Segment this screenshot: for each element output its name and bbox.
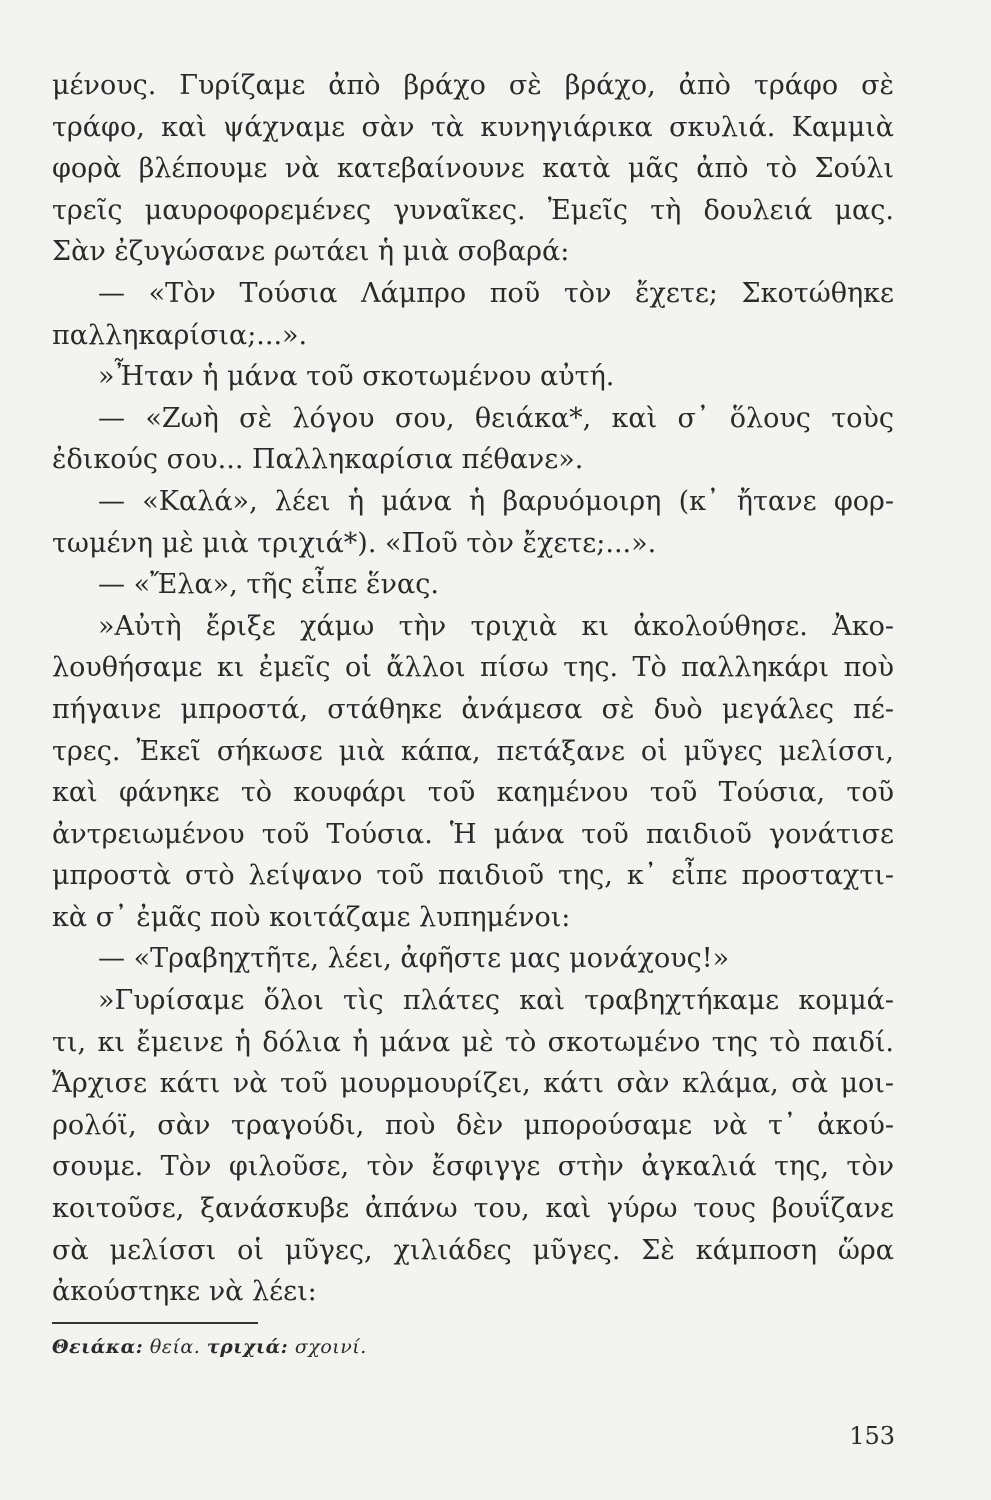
text-line: »Αὐτὴ ἔριξε χάμω τὴν τριχιὰ κι ἀκολούθησε. Ἀκο- bbox=[98, 610, 894, 642]
text-line: σουμε. Τὸν φιλοῦσε, τὸν ἔσφιγγε στὴν ἀγκαλιά της, τὸν bbox=[52, 1151, 894, 1183]
footnote-definition-2: σχοινί. bbox=[294, 1336, 367, 1358]
text-line: ἀκούστηκε νὰ λέει: bbox=[52, 1276, 317, 1308]
text-line: τρεῖς μαυροφορεμένες γυναῖκες. Ἐμεῖς τὴ δουλειά μας. bbox=[52, 194, 894, 226]
text-line: τωμένη μὲ μιὰ τριχιά*). «Ποῦ τὸν ἔχετε;...». bbox=[52, 527, 657, 559]
text-line: ἀντρειωμένου τοῦ Τούσια. Ἡ μάνα τοῦ παιδιοῦ γονάτισε bbox=[52, 818, 894, 850]
text-line: ἐδικούς σου... Παλληκαρίσια πέθανε». bbox=[52, 444, 584, 476]
text-line: κὰ σ᾿ ἐμᾶς ποὺ κοιτάζαμε λυπημένοι: bbox=[52, 901, 571, 933]
text-line: τρες. Ἐκεῖ σήκωσε μιὰ κάπα, πετάξανε οἱ μῦγες μελίσσι, bbox=[52, 735, 894, 767]
page-number: 153 bbox=[849, 1422, 895, 1450]
text-line: πήγαινε μπροστά, στάθηκε ἀνάμεσα σὲ δυὸ μεγάλες πέ- bbox=[52, 693, 894, 725]
text-line: — «Τραβηχτῆτε, λέει, ἀφῆστε μας μονάχους!» bbox=[98, 943, 730, 975]
text-line: μπροστὰ στὸ λείψανο τοῦ παιδιοῦ της, κ᾿ εἶπε προσταχτι- bbox=[52, 860, 894, 892]
text-line: »Ἦταν ἡ μάνα τοῦ σκοτωμένου αὐτή. bbox=[98, 361, 615, 393]
text-line: — «Τὸν Τούσια Λάμπρο ποῦ τὸν ἔχετε; Σκοτώθηκε bbox=[98, 277, 894, 309]
text-line: — «Καλά», λέει ἡ μάνα ἡ βαρυόμοιρη (κ᾿ ἤτανε φορ- bbox=[98, 485, 894, 517]
footnote-term-1: Θειάκα: bbox=[52, 1336, 144, 1358]
footnote-term-2: τριχιά: bbox=[206, 1336, 289, 1358]
text-line: φορὰ βλέπουμε νὰ κατεβαίνουνε κατὰ μᾶς ἀπὸ τὸ Σούλι bbox=[52, 153, 894, 185]
text-line: τράφο, καὶ ψάχναμε σὰν τὰ κυνηγιάρικα σκυλιά. Καμμιὰ bbox=[52, 111, 894, 143]
footnote-definition-1: θεία. bbox=[149, 1336, 201, 1358]
text-line: — «Ζωὴ σὲ λόγου σου, θειάκα*, καὶ σ᾿ ὅλους τοὺς bbox=[98, 402, 894, 434]
text-line: καὶ φάνηκε τὸ κουφάρι τοῦ καημένου τοῦ Τούσια, τοῦ bbox=[52, 777, 894, 809]
text-line: τι, κι ἔμεινε ἡ δόλια ἡ μάνα μὲ τὸ σκοτωμένο της τὸ παιδί. bbox=[52, 1026, 894, 1058]
text-line: Ἄρχισε κάτι νὰ τοῦ μουρμουρίζει, κάτι σὰν κλάμα, σὰ μοι- bbox=[52, 1068, 894, 1100]
text-line: — «Ἔλα», τῆς εἶπε ἕνας. bbox=[98, 569, 439, 601]
footnote bbox=[52, 1336, 367, 1358]
text-line: ρολόϊ, σὰν τραγούδι, ποὺ δὲν μπορούσαμε νὰ τ᾿ ἀκού- bbox=[52, 1109, 894, 1141]
text-line: μένους. Γυρίζαμε ἀπὸ βράχο σὲ βράχο, ἀπὸ τράφο σὲ bbox=[52, 70, 894, 101]
text-line: λουθήσαμε κι ἐμεῖς οἱ ἄλλοι πίσω της. Τὸ παλληκάρι ποὺ bbox=[52, 652, 894, 684]
footnote-separator bbox=[52, 1322, 258, 1324]
text-line: παλληκαρίσια;...». bbox=[52, 319, 308, 351]
body-text bbox=[52, 65, 894, 1313]
text-line: σὰ μελίσσι οἱ μῦγες, χιλιάδες μῦγες. Σὲ κάμποση ὥρα bbox=[52, 1234, 894, 1266]
text-line: »Γυρίσαμε ὅλοι τὶς πλάτες καὶ τραβηχτήκαμε κομμά- bbox=[98, 985, 894, 1017]
text-line: Σὰν ἐζυγώσανε ρωτάει ἡ μιὰ σοβαρά: bbox=[52, 236, 570, 268]
text-line: κοιτοῦσε, ξανάσκυβε ἀπάνω του, καὶ γύρω τους βουΐζανε bbox=[52, 1193, 894, 1225]
